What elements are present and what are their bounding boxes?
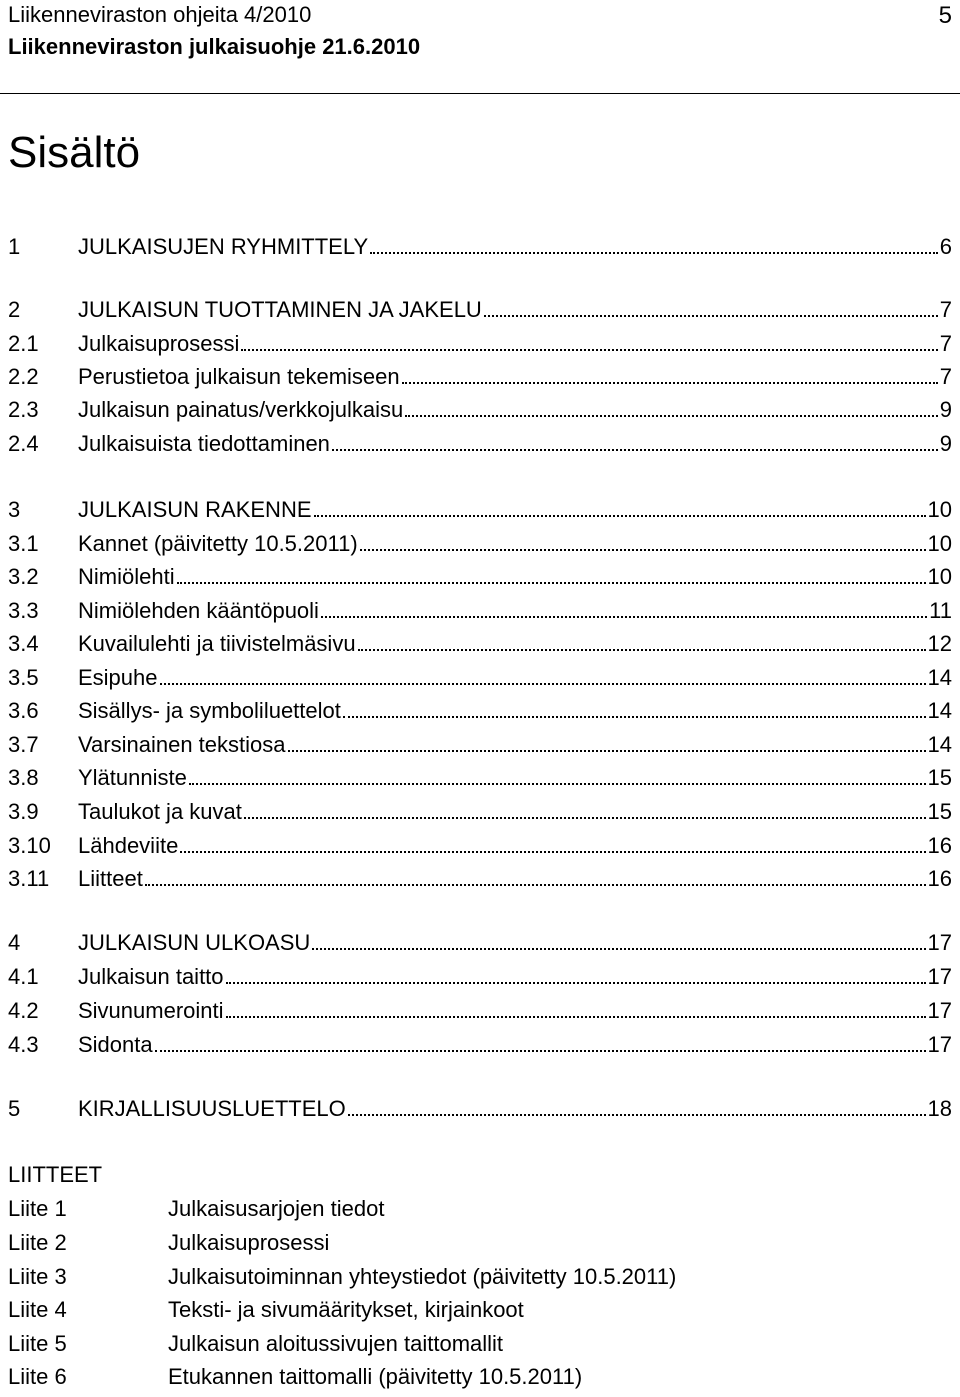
toc-title: Lähdeviite bbox=[78, 833, 179, 858]
toc-page: 18 bbox=[927, 1096, 952, 1121]
toc-title: JULKAISUN TUOTTAMINEN JA JAKELU bbox=[78, 297, 482, 322]
toc-leader bbox=[145, 870, 926, 886]
page-title: Sisältö bbox=[8, 128, 141, 177]
toc-number: 3.11 bbox=[8, 866, 50, 891]
appendix-item[interactable] bbox=[8, 1297, 524, 1329]
toc-entry[interactable] bbox=[8, 964, 952, 996]
toc-page: 14 bbox=[927, 732, 952, 757]
toc-title: JULKAISUN RAKENNE bbox=[78, 497, 312, 522]
toc-entry[interactable] bbox=[8, 698, 952, 730]
toc-entry[interactable] bbox=[8, 497, 952, 529]
toc-title: Kannet (päivitetty 10.5.2011) bbox=[78, 531, 358, 556]
toc-number: 4.2 bbox=[8, 998, 39, 1023]
toc-number: 2.1 bbox=[8, 331, 39, 356]
toc-number: 3.6 bbox=[8, 698, 39, 723]
toc-title: Sidonta bbox=[78, 1032, 153, 1057]
toc-page: 7 bbox=[939, 331, 952, 356]
appendix-title: Teksti- ja sivumääritykset, kirjainkoot bbox=[168, 1297, 524, 1322]
toc-entry[interactable] bbox=[8, 364, 952, 396]
toc-leader bbox=[370, 238, 938, 254]
toc-title: Perustietoa julkaisun tekemiseen bbox=[78, 364, 400, 389]
toc-title: Julkaisun taitto bbox=[78, 964, 224, 989]
toc-leader bbox=[288, 736, 926, 752]
toc-leader bbox=[360, 535, 926, 551]
toc-leader bbox=[484, 301, 938, 317]
header-divider bbox=[0, 93, 960, 94]
toc-title: Taulukot ja kuvat bbox=[78, 799, 242, 824]
appendix-item[interactable] bbox=[8, 1364, 582, 1396]
appendix-item[interactable] bbox=[8, 1331, 503, 1363]
toc-number: 3.3 bbox=[8, 598, 39, 623]
toc-entry[interactable] bbox=[8, 998, 952, 1030]
toc-number: 2 bbox=[8, 297, 21, 322]
appendix-label: Liite 2 bbox=[8, 1230, 67, 1255]
toc-leader bbox=[226, 1002, 926, 1018]
appendix-label: Liite 6 bbox=[8, 1364, 67, 1389]
toc-number: 2.4 bbox=[8, 431, 39, 456]
toc-page: 12 bbox=[927, 631, 952, 656]
toc-number: 3.2 bbox=[8, 564, 39, 589]
toc-leader bbox=[358, 635, 926, 651]
toc-title: JULKAISUJEN RYHMITTELY bbox=[78, 234, 369, 259]
toc-number: 3.5 bbox=[8, 665, 39, 690]
header-document-title: Liikenneviraston julkaisuohje 21.6.2010 bbox=[8, 34, 421, 59]
toc-page: 17 bbox=[927, 930, 952, 955]
toc-page: 9 bbox=[939, 397, 952, 422]
toc-title: Julkaisuista tiedottaminen bbox=[78, 431, 330, 456]
toc-number: 3.8 bbox=[8, 765, 39, 790]
toc-leader bbox=[402, 368, 938, 384]
toc-number: 3.1 bbox=[8, 531, 39, 556]
toc-number: 4.1 bbox=[8, 964, 39, 989]
toc-entry[interactable] bbox=[8, 866, 952, 898]
toc-leader bbox=[244, 803, 926, 819]
toc-entry[interactable] bbox=[8, 930, 952, 962]
toc-entry[interactable] bbox=[8, 1096, 952, 1128]
toc-leader bbox=[343, 702, 926, 718]
toc-number: 2.2 bbox=[8, 364, 39, 389]
appendix-title: Etukannen taittomalli (päivitetty 10.5.2011) bbox=[168, 1364, 583, 1389]
toc-leader bbox=[405, 401, 937, 417]
toc-number: 4 bbox=[8, 930, 21, 955]
toc-entry[interactable] bbox=[8, 732, 952, 764]
toc-entry[interactable] bbox=[8, 564, 952, 596]
appendix-title: Julkaisun aloitussivujen taittomallit bbox=[168, 1331, 504, 1356]
toc-entry[interactable] bbox=[8, 297, 952, 329]
toc-number: 4.3 bbox=[8, 1032, 39, 1057]
toc-page: 6 bbox=[939, 234, 952, 259]
toc-entry[interactable] bbox=[8, 331, 952, 363]
toc-entry[interactable] bbox=[8, 631, 952, 663]
toc-leader bbox=[312, 934, 925, 950]
toc-number: 3.9 bbox=[8, 799, 39, 824]
appendix-label: Liite 1 bbox=[8, 1196, 67, 1221]
toc-page: 9 bbox=[939, 431, 952, 456]
toc-number: 3.10 bbox=[8, 833, 51, 858]
toc-title: Julkaisuprosessi bbox=[78, 331, 240, 356]
toc-page: 17 bbox=[927, 1032, 952, 1057]
toc-entry[interactable] bbox=[8, 665, 952, 697]
appendix-label: Liite 4 bbox=[8, 1297, 67, 1322]
appendix-item[interactable] bbox=[8, 1264, 676, 1296]
toc-entry[interactable] bbox=[8, 799, 952, 831]
toc-page: 11 bbox=[929, 598, 952, 623]
toc-page: 10 bbox=[927, 497, 952, 522]
toc-entry[interactable] bbox=[8, 765, 952, 797]
toc-number: 5 bbox=[8, 1096, 21, 1121]
appendix-label: Liite 3 bbox=[8, 1264, 67, 1289]
toc-leader bbox=[160, 669, 926, 685]
toc-leader bbox=[321, 602, 927, 618]
toc-leader bbox=[180, 837, 925, 853]
toc-entry[interactable] bbox=[8, 1032, 952, 1064]
toc-entry[interactable] bbox=[8, 598, 952, 630]
toc-page: 17 bbox=[927, 964, 952, 989]
appendix-item[interactable] bbox=[8, 1230, 329, 1262]
toc-entry[interactable] bbox=[8, 431, 952, 463]
toc-title: Kuvailulehti ja tiivistelmäsivu bbox=[78, 631, 356, 656]
toc-leader bbox=[189, 769, 926, 785]
appendix-label: Liite 5 bbox=[8, 1331, 67, 1356]
toc-title: JULKAISUN ULKOASU bbox=[78, 930, 311, 955]
toc-title: Nimiölehti bbox=[78, 564, 175, 589]
toc-title: KIRJALLISUUSLUETTELO bbox=[78, 1096, 346, 1121]
toc-number: 3 bbox=[8, 497, 21, 522]
toc-number: 2.3 bbox=[8, 397, 39, 422]
toc-leader bbox=[226, 968, 926, 984]
toc-page: 10 bbox=[927, 564, 952, 589]
toc-leader bbox=[241, 335, 937, 351]
toc-title: Ylätunniste bbox=[78, 765, 187, 790]
appendix-title: Julkaisusarjojen tiedot bbox=[168, 1196, 385, 1221]
header-series: Liikenneviraston ohjeita 4/2010 bbox=[8, 2, 312, 27]
toc-entry[interactable] bbox=[8, 397, 952, 429]
toc-number: 1 bbox=[8, 234, 21, 259]
toc-page: 16 bbox=[927, 866, 952, 891]
toc-entry[interactable] bbox=[8, 531, 952, 563]
toc-leader bbox=[155, 1036, 926, 1052]
toc-page: 15 bbox=[927, 799, 952, 824]
toc-title: Esipuhe bbox=[78, 665, 158, 690]
toc-title: Varsinainen tekstiosa bbox=[78, 732, 286, 757]
toc-leader bbox=[348, 1100, 926, 1116]
appendix-item[interactable] bbox=[8, 1196, 384, 1228]
toc-title: Sivunumerointi bbox=[78, 998, 224, 1023]
toc-page: 17 bbox=[927, 998, 952, 1023]
toc-page: 14 bbox=[927, 665, 952, 690]
toc-leader bbox=[314, 501, 926, 517]
toc-leader bbox=[332, 435, 938, 451]
toc-title: Sisällys- ja symboliluettelot bbox=[78, 698, 341, 723]
toc-leader bbox=[177, 568, 926, 584]
toc-page: 16 bbox=[927, 833, 952, 858]
appendix-title: Julkaisutoiminnan yhteystiedot (päivitetty 10.5.2011) bbox=[168, 1264, 677, 1289]
toc-number: 3.7 bbox=[8, 732, 39, 757]
toc-page: 15 bbox=[927, 765, 952, 790]
appendix-heading: LIITTEET bbox=[8, 1162, 103, 1187]
toc-entry[interactable] bbox=[8, 234, 952, 266]
toc-page: 10 bbox=[927, 531, 952, 556]
appendix-title: Julkaisuprosessi bbox=[168, 1230, 330, 1255]
toc-title: Nimiölehden kääntöpuoli bbox=[78, 598, 319, 623]
toc-title: Liitteet bbox=[78, 866, 143, 891]
toc-page: 14 bbox=[927, 698, 952, 723]
page-number: 5 bbox=[938, 2, 952, 29]
toc-number: 3.4 bbox=[8, 631, 39, 656]
toc-title: Julkaisun painatus/verkkojulkaisu bbox=[78, 397, 404, 422]
toc-page: 7 bbox=[939, 297, 952, 322]
toc-entry[interactable] bbox=[8, 833, 952, 865]
toc-page: 7 bbox=[939, 364, 952, 389]
